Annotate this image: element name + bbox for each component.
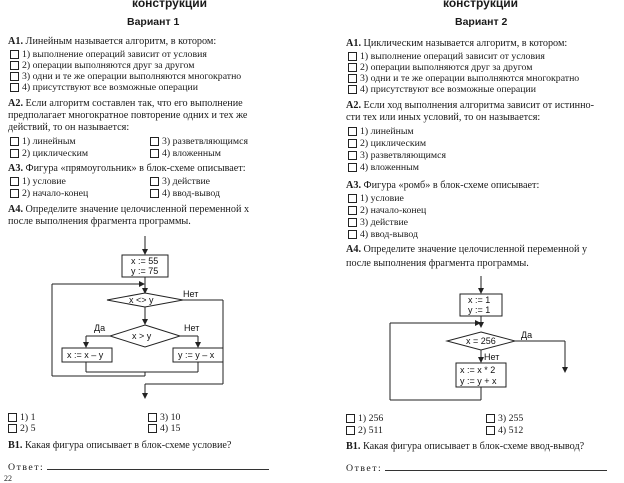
- v2-a4-line: Определите значение целочисленной переменной y: [363, 244, 588, 255]
- option-label: 3) действие: [162, 176, 211, 187]
- checkbox[interactable]: [150, 137, 159, 146]
- v1-init-y: y := 75: [131, 266, 159, 276]
- v1-a2-option[interactable]: [150, 136, 248, 147]
- option-label: 2) циклическим: [360, 138, 427, 149]
- checkbox[interactable]: [8, 424, 17, 433]
- v2-init-x: x := 1: [468, 295, 491, 305]
- v2-a1-number: А1.: [346, 38, 361, 49]
- checkbox[interactable]: [486, 414, 495, 423]
- v2-a1-option[interactable]: [348, 84, 536, 95]
- v1-a2-option[interactable]: [10, 136, 76, 147]
- option-label: 4) 512: [498, 425, 524, 436]
- option-label: 3) разветвляющимся: [360, 150, 446, 161]
- v1-a3-number: А3.: [8, 163, 23, 174]
- v2-a3-option[interactable]: [348, 205, 426, 216]
- option-label: 1) выполнение операций зависит от условия: [360, 51, 545, 62]
- v2-a3-option[interactable]: [348, 193, 404, 204]
- checkbox[interactable]: [348, 194, 357, 203]
- option-label: 1) условие: [22, 176, 66, 187]
- option-label: 2) операции выполняются друг за другом: [360, 62, 533, 73]
- option-label: 3) одни и те же операции выполняются многократно: [22, 71, 242, 82]
- v2-answer-label: Ответ:: [346, 463, 383, 474]
- v1-a2-line: действий, то он называется:: [8, 122, 130, 133]
- v2-a2-option[interactable]: [348, 162, 419, 173]
- left-header-title: конструкции: [132, 0, 207, 10]
- v1-a3-option[interactable]: [10, 188, 88, 199]
- v2-flowchart: [380, 276, 580, 406]
- option-label: 1) выполнение операций зависит от условия: [22, 49, 207, 60]
- checkbox[interactable]: [150, 149, 159, 158]
- v2-cond-yes: Да: [521, 330, 533, 340]
- v1-a4-option[interactable]: [148, 412, 180, 423]
- checkbox[interactable]: [10, 61, 19, 70]
- option-label: 2) 511: [358, 425, 383, 436]
- v2-cond: x = 256: [466, 336, 496, 346]
- checkbox[interactable]: [346, 426, 355, 435]
- v1-cond1: x <> y: [129, 295, 154, 305]
- v2-b1-text: Какая фигура описывает в блок-схеме ввод-вывод?: [362, 441, 585, 452]
- v1-a2-line: предполагает многократное повторение одних и тех же: [8, 110, 248, 121]
- v2-a2-option[interactable]: [348, 138, 426, 149]
- v1-a3-text: Фигура «прямоугольник» в блок-схеме описывает:: [25, 163, 246, 174]
- v2-answer-input[interactable]: [385, 461, 607, 471]
- checkbox[interactable]: [10, 177, 19, 186]
- v2-a1-option[interactable]: [348, 62, 532, 73]
- v1-a4-question: [8, 204, 249, 216]
- v2-a1-option[interactable]: [348, 51, 545, 62]
- v2-b1-number: В1.: [346, 441, 361, 452]
- v1-a4-line: после выполнения фрагмента программы.: [8, 216, 191, 227]
- option-label: 3) одни и те же операции выполняются многократно: [360, 73, 580, 84]
- v2-a1-option[interactable]: [348, 73, 579, 84]
- v2-a3-text: Фигура «ромб» в блок-схеме описывает:: [363, 180, 540, 191]
- v2-a2-number: А2.: [346, 100, 361, 111]
- v1-a3-option[interactable]: [10, 176, 66, 187]
- v1-answer-row: [8, 460, 269, 473]
- option-label: 4) 15: [160, 423, 181, 434]
- right-header-title: конструкции: [443, 0, 518, 10]
- v2-act1: x := x * 2: [460, 365, 496, 375]
- checkbox[interactable]: [348, 230, 357, 239]
- v2-a2-line: сти тех или иных условий, то он называется:: [346, 112, 541, 123]
- checkbox[interactable]: [486, 426, 495, 435]
- v2-a4-number: А4.: [346, 244, 361, 255]
- option-label: 3) 10: [160, 412, 181, 423]
- checkbox[interactable]: [8, 413, 17, 422]
- v1-a4-line: Определите значение целочисленной переменной x: [25, 204, 250, 215]
- checkbox[interactable]: [348, 218, 357, 227]
- v1-cond1-no: Нет: [183, 289, 199, 299]
- v1-a1-option[interactable]: [10, 49, 207, 60]
- checkbox[interactable]: [150, 189, 159, 198]
- option-label: 3) разветвляющимся: [162, 136, 248, 147]
- v1-a2-option[interactable]: [150, 148, 221, 159]
- checkbox[interactable]: [148, 413, 157, 422]
- v1-a1-number: А1.: [8, 36, 23, 47]
- v2-a4-option[interactable]: [486, 425, 523, 436]
- v2-a1-question: [346, 38, 567, 50]
- v1-a4-option[interactable]: [8, 412, 36, 423]
- v1-a1-option[interactable]: [10, 60, 194, 71]
- v1-b1-number: В1.: [8, 440, 23, 451]
- option-label: 4) присутствуют все возможные операции: [22, 82, 198, 93]
- checkbox[interactable]: [10, 149, 19, 158]
- option-label: 1) 1: [20, 412, 36, 423]
- v2-a4-option[interactable]: [486, 413, 523, 424]
- v2-a2-line: Если ход выполнения алгоритма зависит от истинно-: [363, 100, 595, 111]
- option-label: 4) ввод-вывод: [360, 229, 419, 240]
- page-number: 22: [4, 474, 12, 483]
- option-label: 1) 256: [358, 413, 384, 424]
- option-label: 3) 255: [498, 413, 524, 424]
- checkbox[interactable]: [346, 414, 355, 423]
- checkbox[interactable]: [348, 52, 357, 61]
- v1-cond2-yes: Да: [94, 323, 106, 333]
- v1-a3-option[interactable]: [150, 176, 210, 187]
- option-label: 2) 5: [20, 423, 36, 434]
- checkbox[interactable]: [348, 85, 357, 94]
- v1-right-action: y := y – x: [178, 350, 215, 360]
- v1-a1-option[interactable]: [10, 71, 241, 82]
- v2-a2-question: [346, 100, 594, 112]
- option-label: 4) присутствуют все возможные операции: [360, 84, 536, 95]
- option-label: 4) ввод-вывод: [162, 188, 221, 199]
- v1-cond2: x > y: [132, 331, 152, 341]
- checkbox[interactable]: [348, 127, 357, 136]
- v1-a3-option[interactable]: [150, 188, 220, 199]
- v1-a2-number: А2.: [8, 98, 23, 109]
- v2-act2: y := y + x: [460, 376, 497, 386]
- v1-a2-line: Если алгоритм составлен так, что его выполнение: [25, 98, 243, 109]
- v2-a4-option[interactable]: [346, 413, 383, 424]
- v1-answer-label: Ответ:: [8, 462, 45, 473]
- variant2-title: Вариант 2: [455, 16, 508, 28]
- option-label: 4) вложенным: [360, 162, 419, 173]
- option-label: 2) операции выполняются друг за другом: [22, 60, 195, 71]
- v1-a1-option[interactable]: [10, 82, 198, 93]
- v2-a3-question: [346, 180, 539, 192]
- checkbox[interactable]: [348, 163, 357, 172]
- v1-a1-question: [8, 36, 216, 48]
- v2-b1-question: [346, 441, 584, 453]
- v1-init-x: x := 55: [131, 256, 159, 266]
- option-label: 1) линейным: [360, 126, 414, 137]
- v2-a4-line: после выполнения фрагмента программы.: [346, 258, 529, 269]
- checkbox[interactable]: [10, 50, 19, 59]
- checkbox[interactable]: [10, 72, 19, 81]
- v2-a2-option[interactable]: [348, 126, 414, 137]
- v2-a4-question: [346, 244, 587, 256]
- option-label: 1) линейным: [22, 136, 76, 147]
- v1-a2-question: [8, 98, 243, 110]
- checkbox[interactable]: [348, 206, 357, 215]
- checkbox[interactable]: [10, 83, 19, 92]
- checkbox[interactable]: [150, 177, 159, 186]
- variant1-title: Вариант 1: [127, 16, 180, 28]
- checkbox[interactable]: [348, 63, 357, 72]
- v2-a3-number: А3.: [346, 180, 361, 191]
- v1-a4-option[interactable]: [148, 423, 180, 434]
- v1-b1-question: [8, 440, 231, 452]
- v2-init-y: y := 1: [468, 305, 491, 315]
- option-label: 3) действие: [360, 217, 409, 228]
- v2-a2-option[interactable]: [348, 150, 446, 161]
- checkbox[interactable]: [10, 189, 19, 198]
- v1-cond2-no: Нет: [184, 323, 200, 333]
- checkbox[interactable]: [348, 74, 357, 83]
- option-label: 1) условие: [360, 193, 404, 204]
- v1-a1-text: Линейным называется алгоритм, в котором:: [25, 36, 217, 47]
- option-label: 2) циклическим: [22, 148, 89, 159]
- checkbox[interactable]: [148, 424, 157, 433]
- v2-a3-option[interactable]: [348, 229, 418, 240]
- checkbox[interactable]: [10, 137, 19, 146]
- v2-a4-option[interactable]: [346, 425, 383, 436]
- v2-cond-no: Нет: [484, 352, 500, 362]
- v2-a1-text: Циклическим называется алгоритм, в котором:: [363, 38, 568, 49]
- v1-b1-text: Какая фигура описывает в блок-схеме условие?: [24, 440, 232, 451]
- v1-flowchart: [40, 236, 250, 402]
- v1-left-action: x := x – y: [67, 350, 104, 360]
- v2-a3-option[interactable]: [348, 217, 408, 228]
- checkbox[interactable]: [348, 151, 357, 160]
- checkbox[interactable]: [348, 139, 357, 148]
- v2-answer-row: [346, 461, 607, 474]
- v1-a3-question: [8, 163, 246, 175]
- v1-a4-number: А4.: [8, 204, 23, 215]
- option-label: 4) вложенным: [162, 148, 221, 159]
- option-label: 2) начало-конец: [22, 188, 89, 199]
- v1-answer-input[interactable]: [47, 460, 269, 470]
- v1-a2-option[interactable]: [10, 148, 88, 159]
- option-label: 2) начало-конец: [360, 205, 427, 216]
- v1-a4-option[interactable]: [8, 423, 36, 434]
